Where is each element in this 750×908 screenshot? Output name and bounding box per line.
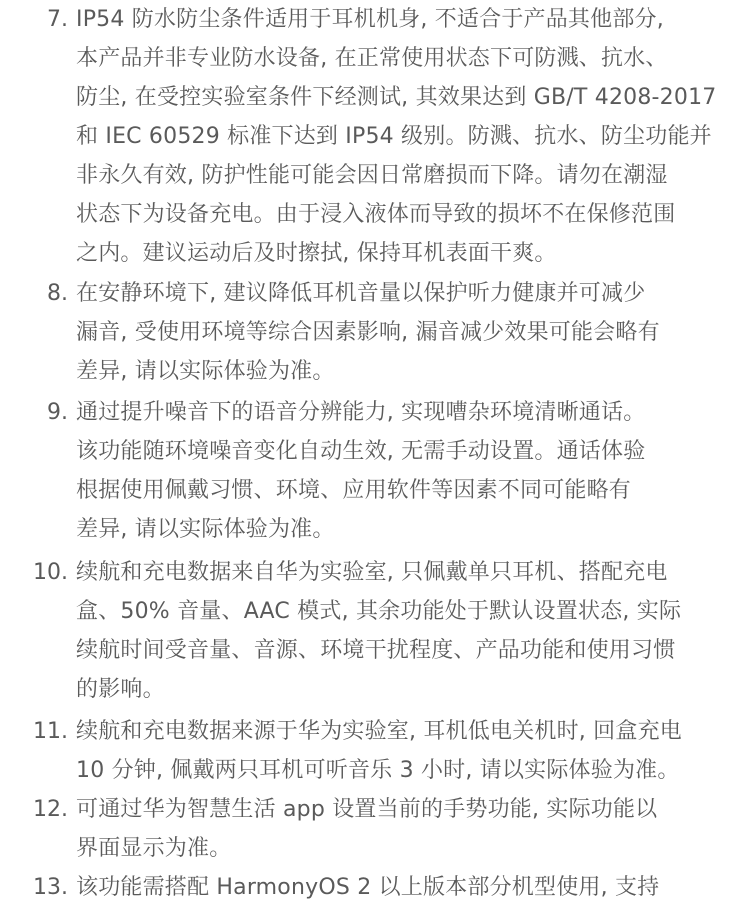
footnote-number: 8. — [47, 281, 68, 306]
footnote-line: 该功能需搭配 HarmonyOS 2 以上版本部分机型使用, 支持 — [76, 875, 660, 900]
footnote-line: 和 IEC 60529 标准下达到 IP54 级别。防溅、抗水、防尘功能并 — [76, 124, 712, 149]
footnote-line: 之内。建议运动后及时擦拭, 保持耳机表面干爽。 — [76, 241, 557, 266]
footnote-line: 非永久有效, 防护性能可能会因日常磨损而下降。请勿在潮湿 — [76, 163, 668, 188]
footnote-line: 续航和充电数据来源于华为实验室, 耳机低电关机时, 回盒充电 — [76, 719, 682, 744]
footnote-line: 根据使用佩戴习惯、环境、应用软件等因素不同可能略有 — [76, 478, 632, 503]
footnote-line: 状态下为设备充电。由于浸入液体而导致的损坏不在保修范围 — [76, 202, 676, 227]
footnote-number: 11. — [33, 719, 68, 744]
footnote-line: 差异, 请以实际体验为准。 — [76, 359, 335, 384]
footnote-number: 7. — [47, 7, 68, 32]
footnote-line: 本产品并非专业防水设备, 在正常使用状态下可防溅、抗水、 — [76, 46, 668, 71]
footnote-line: 防尘, 在受控实验室条件下经测试, 其效果达到 GB/T 4208-2017 — [76, 85, 717, 110]
footnote-line: 该功能随环境噪音变化自动生效, 无需手动设置。通话体验 — [76, 439, 646, 464]
footnote-line: 差异, 请以实际体验为准。 — [76, 517, 335, 542]
footnote-line: 在安静环境下, 建议降低耳机音量以保护听力健康并可减少 — [76, 281, 646, 306]
footnote-line: 界面显示为准。 — [76, 836, 232, 861]
footnote-line: 10 分钟, 佩戴两只耳机可听音乐 3 小时, 请以实际体验为准。 — [76, 758, 680, 783]
footnote-line: 续航时间受音量、音源、环境干扰程度、产品功能和使用习惯 — [76, 638, 676, 663]
footnote-number: 12. — [33, 797, 68, 822]
footnote-number: 9. — [47, 400, 68, 425]
footnote-line: 续航和充电数据来自华为实验室, 只佩戴单只耳机、搭配充电 — [76, 560, 668, 585]
footnote-line: 可通过华为智慧生活 app 设置当前的手势功能, 实际功能以 — [76, 797, 658, 822]
footnote-line: 通过提升噪音下的语音分辨能力, 实现嘈杂环境清晰通话。 — [76, 400, 646, 425]
footnote-line: 盒、50% 音量、AAC 模式, 其余功能处于默认设置状态, 实际 — [76, 599, 682, 624]
footnote-line: 漏音, 受使用环境等综合因素影响, 漏音减少效果可能会略有 — [76, 320, 660, 345]
footnote-number: 13. — [33, 875, 68, 900]
footnote-line: IP54 防水防尘条件适用于耳机机身, 不适合于产品其他部分, — [76, 7, 664, 32]
footnote-line: 的影响。 — [76, 677, 165, 702]
footnote-number: 10. — [33, 560, 68, 585]
